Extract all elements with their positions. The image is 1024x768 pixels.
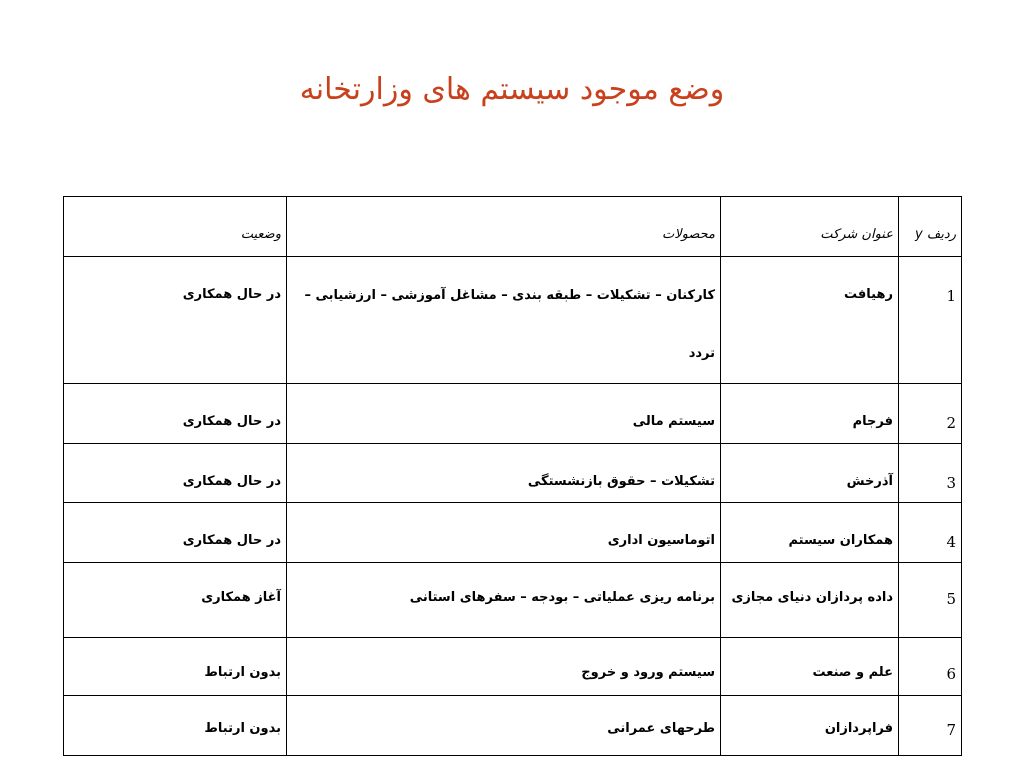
status-cell: بدون ارتباط (64, 696, 287, 756)
header-company: عنوان شرکت (721, 197, 899, 257)
slide-title: وضع موجود سیستم های وزارتخانه (299, 72, 725, 107)
table-row (64, 563, 962, 638)
products-cell: برنامه ریزی عملیاتی – بودجه – سفرهای استانی (287, 563, 721, 638)
status-cell: در حال همکاری (64, 503, 287, 563)
header-row-number: ردیف y (899, 197, 962, 257)
products-cell: تشکیلات – حقوق بازنشستگی (287, 444, 721, 503)
status-cell: آغاز همکاری (64, 563, 287, 638)
row-number-cell: 6 (899, 638, 962, 696)
company-cell: علم و صنعت (721, 638, 899, 696)
table-row (64, 444, 962, 503)
table-row (64, 638, 962, 696)
company-cell: رهیافت (721, 257, 899, 384)
products-cell: سیستم مالی (287, 384, 721, 444)
row-number-cell: 5 (899, 563, 962, 638)
status-cell: در حال همکاری (64, 257, 287, 384)
status-cell: در حال همکاری (64, 444, 287, 503)
company-cell: آذرخش (721, 444, 899, 503)
products-cell: سیستم ورود و خروج (287, 638, 721, 696)
table-row (64, 384, 962, 444)
row-number-cell: 4 (899, 503, 962, 563)
status-cell: بدون ارتباط (64, 638, 287, 696)
row-number-cell: 7 (899, 696, 962, 756)
company-cell: فراپردازان (721, 696, 899, 756)
row-number-cell: 2 (899, 384, 962, 444)
systems-table (63, 196, 962, 756)
table-row (64, 503, 962, 563)
table-row (64, 696, 962, 756)
header-products: محصولات (287, 197, 721, 257)
company-cell: همکاران سیستم (721, 503, 899, 563)
status-cell: در حال همکاری (64, 384, 287, 444)
products-cell: طرحهای عمرانی (287, 696, 721, 756)
products-text: کارکنان – تشکیلات – طبقه بندی – مشاغل آموزشی – ارزشیابی – تردد (304, 288, 715, 361)
products-cell: اتوماسیون اداری (287, 503, 721, 563)
row-number-cell: 3 (899, 444, 962, 503)
row-number-cell: 1 (899, 257, 962, 384)
table-header-row (64, 197, 962, 257)
products-cell (287, 257, 721, 384)
company-cell: داده پردازان دنیای مجازی (721, 563, 899, 638)
table-row (64, 257, 962, 384)
header-status: وضعیت (64, 197, 287, 257)
company-cell: فرجام (721, 384, 899, 444)
